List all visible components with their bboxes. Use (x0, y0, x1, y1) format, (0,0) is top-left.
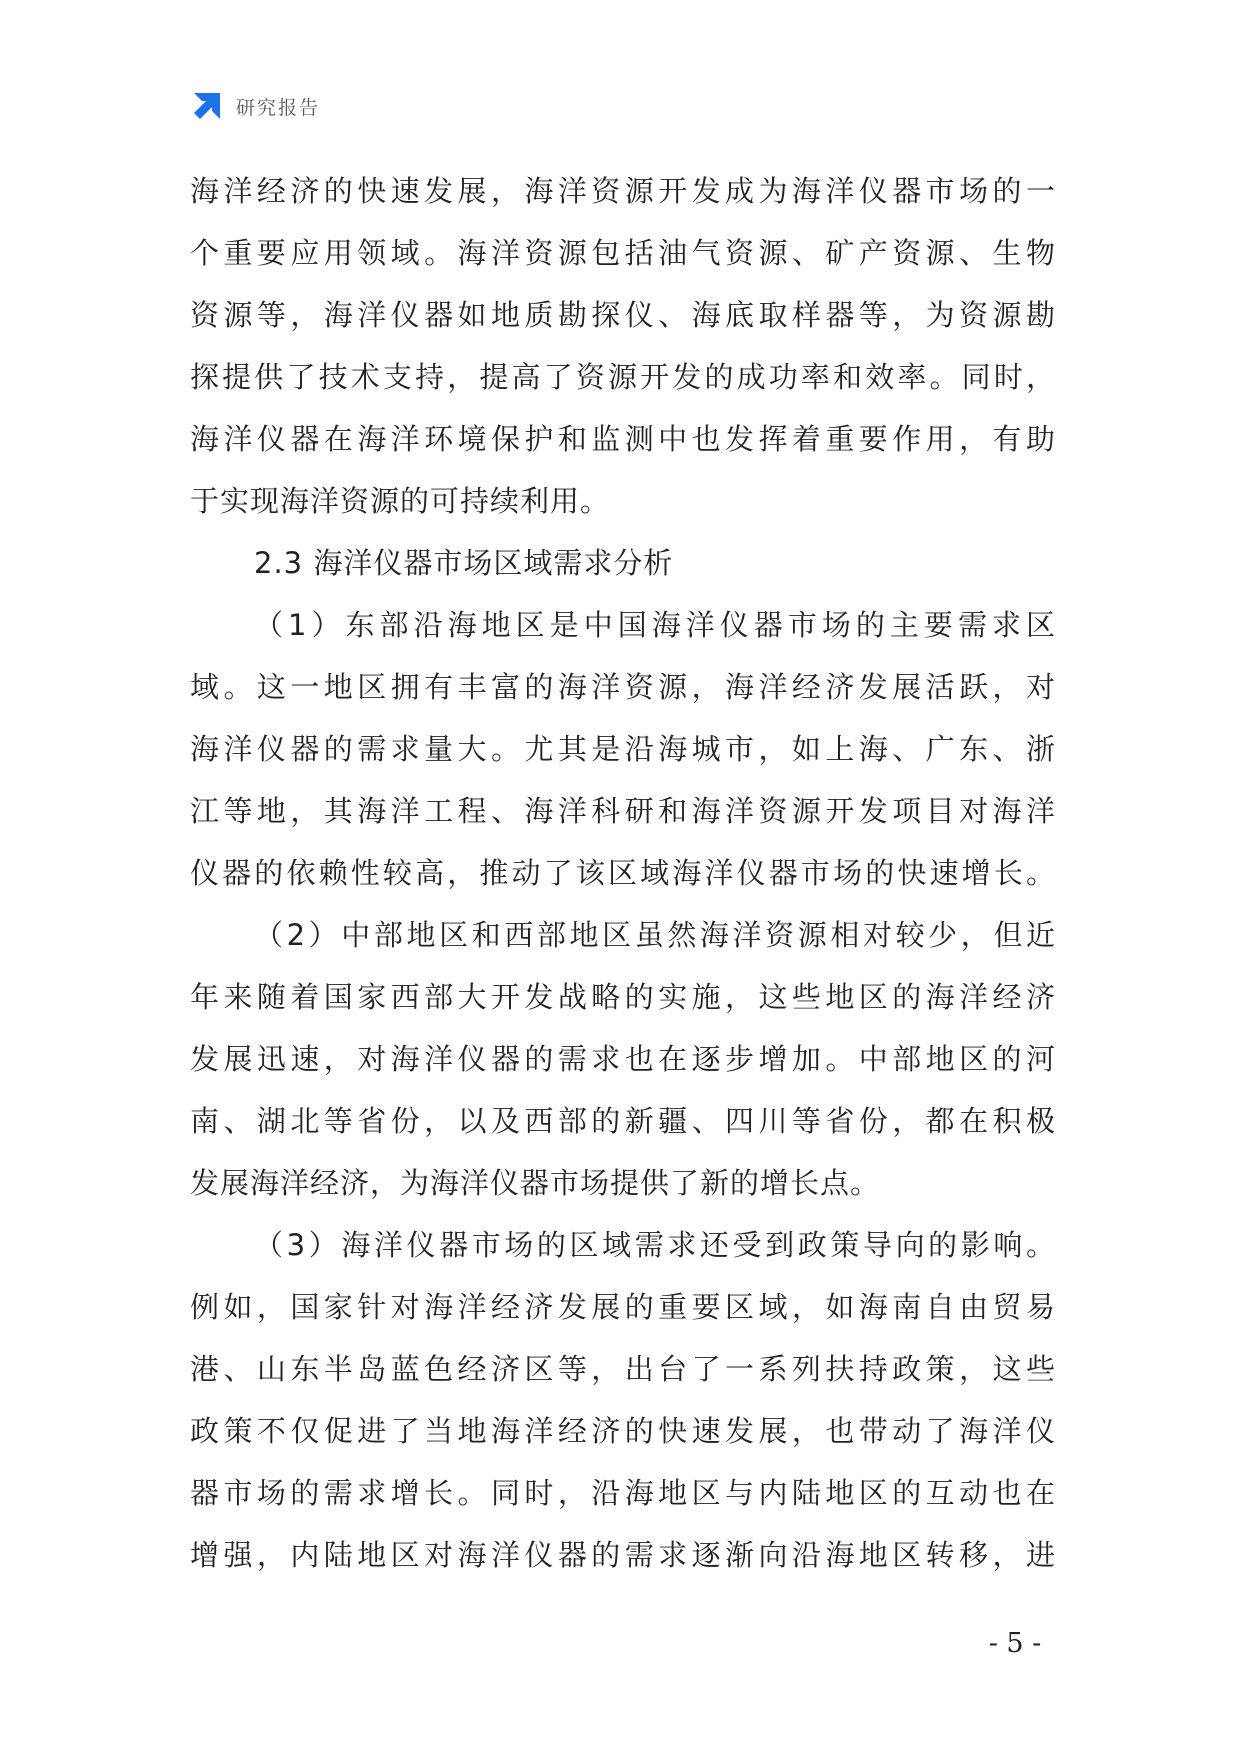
page-number: - 5 - (988, 1628, 1042, 1659)
paragraph-first-line: （3）海洋仪器市场的区域需求还受到政策导向的影响。 (254, 1228, 1056, 1262)
paragraph-first-line: （1）东部沿海地区是中国海洋仪器市场的主要需求区 (254, 608, 1056, 642)
paragraph-line: 海洋经济的快速发展，海洋资源开发成为海洋仪器市场的一 (190, 174, 1056, 208)
paragraph-line: 海洋仪器的需求量大。尤其是沿海城市，如上海、广东、浙 (190, 732, 1056, 766)
paragraph-line: 海洋仪器在海洋环境保护和监测中也发挥着重要作用，有助 (190, 422, 1056, 456)
document-body (190, 160, 1056, 1586)
header-title: 研究报告 (236, 96, 321, 119)
paragraph-line: 增强，内陆地区对海洋仪器的需求逐渐向沿海地区转移，进 (190, 1538, 1056, 1572)
paragraph-line: 发展迅速，对海洋仪器的需求也在逐步增加。中部地区的河 (190, 1042, 1056, 1076)
paragraph-line: 例如，国家针对海洋经济发展的重要区域，如海南自由贸易 (190, 1290, 1056, 1324)
paragraph-line: 政策不仅促进了当地海洋经济的快速发展，也带动了海洋仪 (190, 1414, 1056, 1448)
paragraph-line: 江等地，其海洋工程、海洋科研和海洋资源开发项目对海洋 (190, 794, 1056, 828)
paragraph-line: 个重要应用领域。海洋资源包括油气资源、矿产资源、生物 (190, 236, 1056, 270)
paragraph-line: 南、湖北等省份，以及西部的新疆、四川等省份，都在积极 (190, 1104, 1056, 1138)
arrow-up-right-icon (190, 89, 224, 123)
report-header (190, 88, 320, 124)
paragraph-line: 仪器的依赖性较高，推动了该区域海洋仪器市场的快速增长。 (190, 856, 1056, 890)
paragraph-line: 港、山东半岛蓝色经济区等，出台了一系列扶持政策，这些 (190, 1352, 1056, 1386)
paragraph-line: 域。这一地区拥有丰富的海洋资源，海洋经济发展活跃，对 (190, 670, 1056, 704)
paragraph-line: 年来随着国家西部大开发战略的实施，这些地区的海洋经济 (190, 980, 1056, 1014)
paragraph-first-line: 2.3 海洋仪器市场区域需求分析 (254, 546, 674, 580)
paragraph-line: 器市场的需求增长。同时，沿海地区与内陆地区的互动也在 (190, 1476, 1056, 1510)
paragraph-line: 资源等，海洋仪器如地质勘探仪、海底取样器等，为资源勘 (190, 298, 1056, 332)
paragraph-line: 于实现海洋资源的可持续利用。 (190, 484, 611, 518)
paragraph-first-line: （2）中部地区和西部地区虽然海洋资源相对较少，但近 (254, 918, 1056, 952)
paragraph-line: 探提供了技术支持，提高了资源开发的成功率和效率。同时， (190, 360, 1056, 394)
paragraph-line: 发展海洋经济，为海洋仪器市场提供了新的增长点。 (190, 1166, 881, 1200)
